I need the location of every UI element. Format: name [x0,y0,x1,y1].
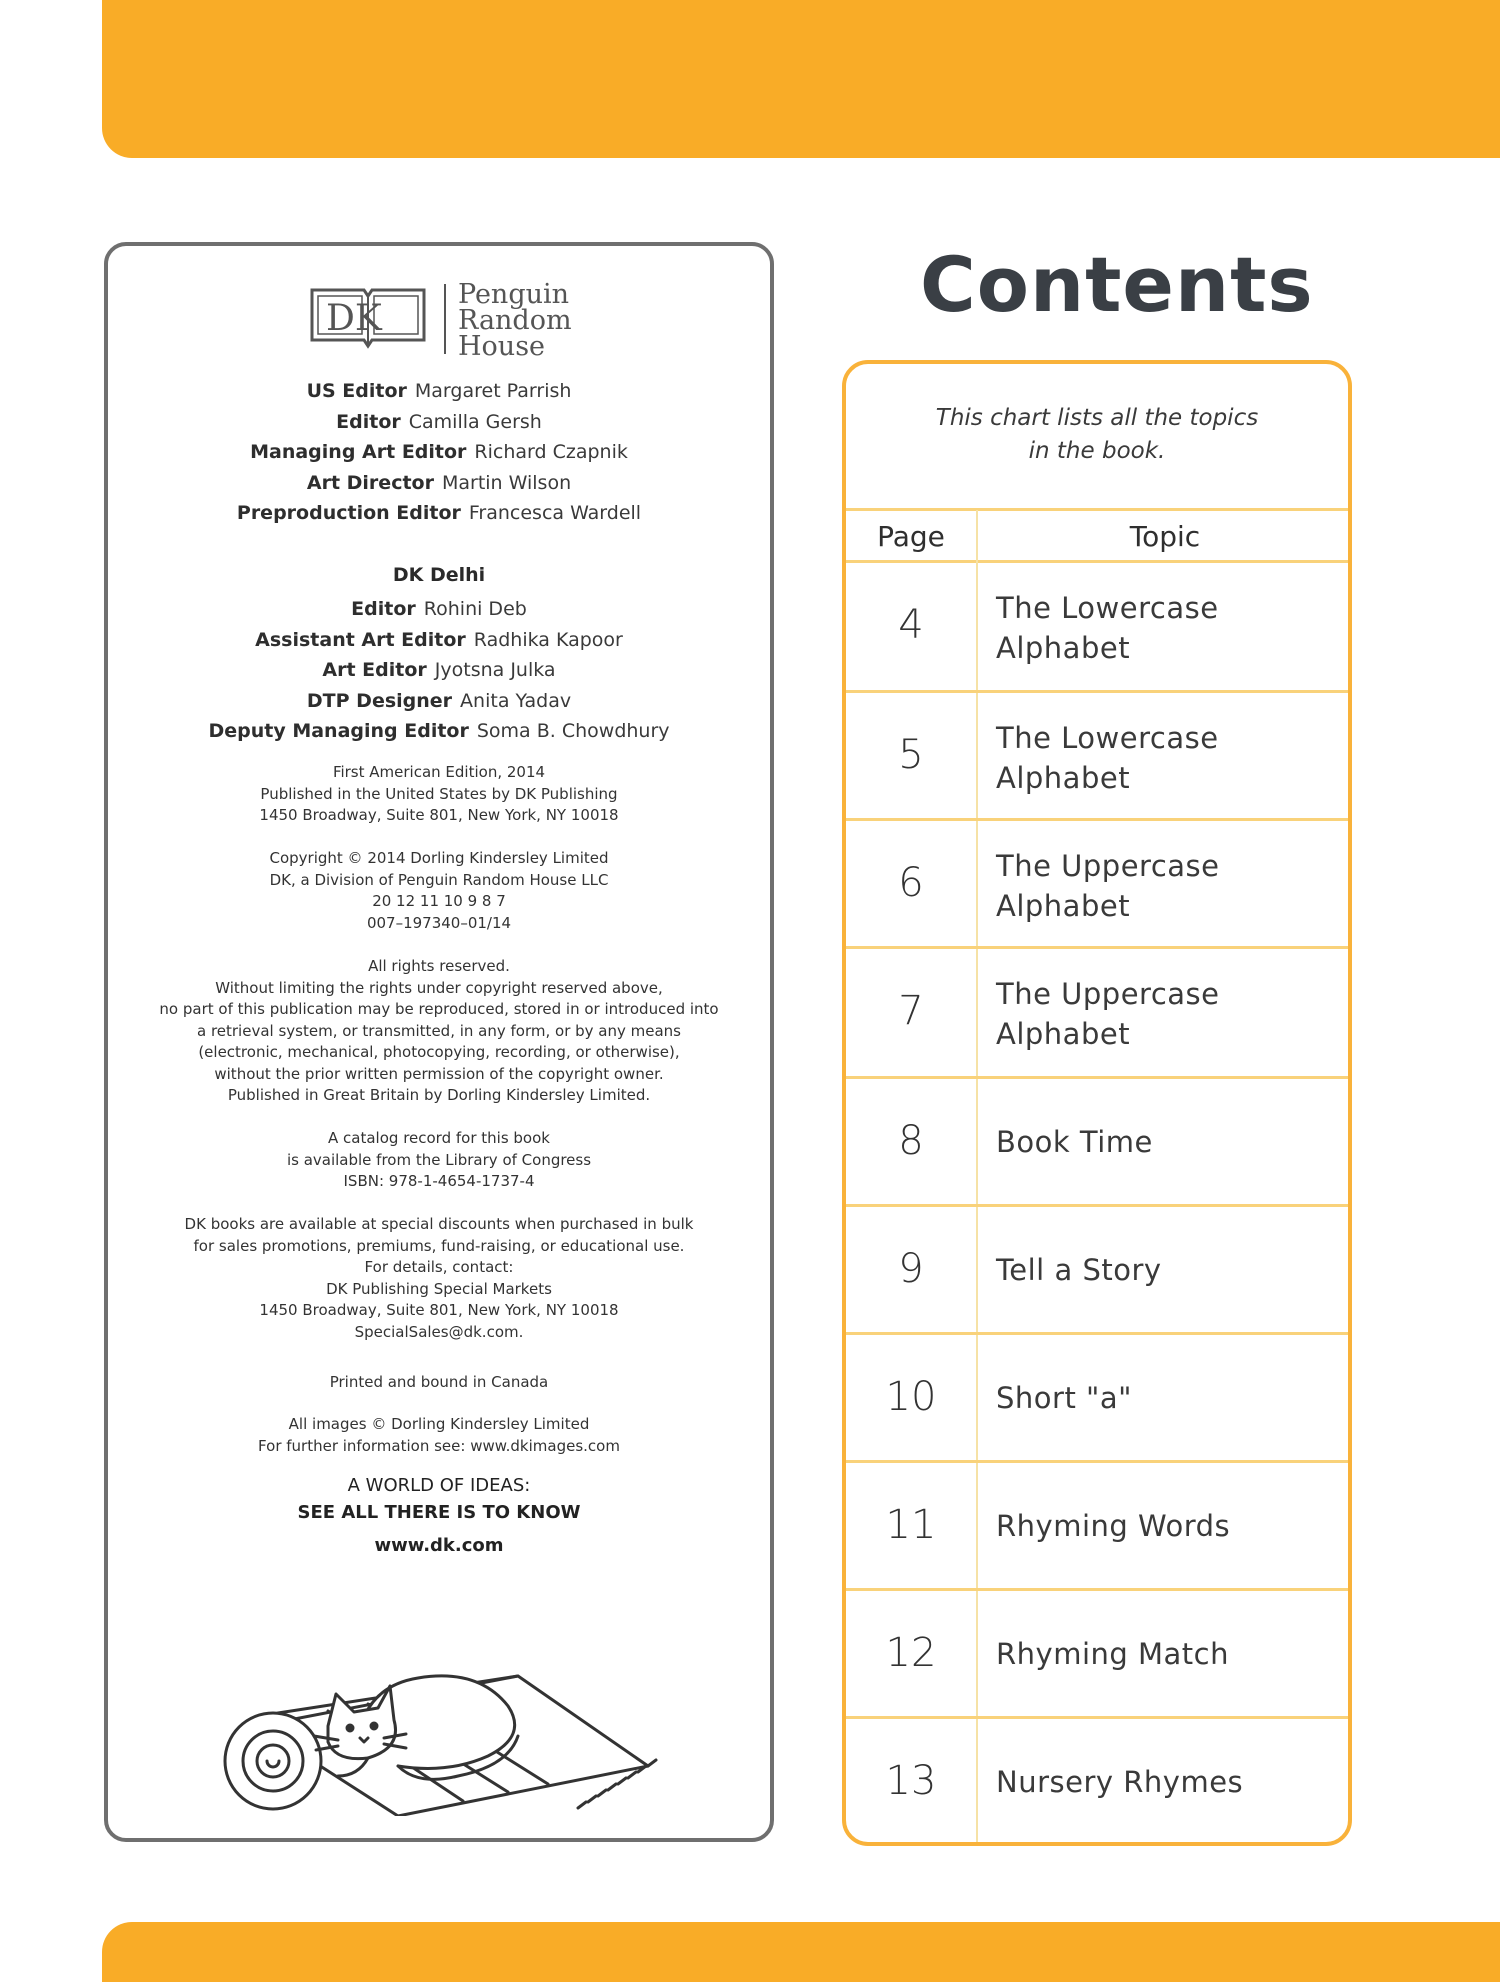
rights-block [108,956,770,1107]
sales-line: 1450 Broadway, Suite 801, New York, NY 10018 [259,1301,619,1319]
topic-line: Alphabet [996,631,1131,665]
sales-block [108,1214,770,1343]
row-topic [996,1250,1336,1290]
logo-divider [444,284,446,354]
rights-line: All rights reserved. [368,957,510,975]
row-page: 10 [885,1374,937,1420]
top-orange-band [102,0,1500,158]
table-row[interactable] [846,1080,1348,1208]
topic-line: Alphabet [996,889,1131,923]
credit-line: Preproduction Editor Francesca Wardell [236,502,642,525]
credit-line: Deputy Managing Editor Soma B. Chowdhury [208,720,670,743]
row-topic [996,974,1336,1054]
row-page: 13 [885,1758,937,1804]
topic-line: Rhyming Words [996,1509,1231,1543]
credit-line: Art Editor Jyotsna Julka [322,659,556,682]
copyright-line: 007–197340–01/14 [366,913,512,932]
row-divider [846,690,1348,693]
dk-book-icon [308,282,428,352]
topic-line: The Uppercase [996,849,1220,883]
us-credits [108,376,770,529]
copyright-line: Copyright © 2014 Dorling Kindersley Limited [269,849,609,867]
publisher-line: Random [458,305,572,336]
sales-line: DK Publishing Special Markets [326,1279,552,1298]
row-page: 8 [898,1118,924,1164]
copyright-line: DK, a Division of Penguin Random House LLC [269,870,609,889]
catalog-line: is available from the Library of Congress [286,1150,592,1169]
table-row[interactable] [846,1336,1348,1464]
topic-line: Rhyming Match [996,1637,1229,1671]
rights-line: a retrieval system, or transmitted, in any form, or by any means [196,1021,681,1040]
publisher-line: House [458,331,546,362]
row-page: 12 [885,1630,937,1676]
topic-line: Short "a" [996,1381,1132,1415]
topic-line: Book Time [996,1125,1153,1159]
table-row[interactable] [846,950,1348,1078]
table-row[interactable] [846,822,1348,950]
row-divider [846,1204,1348,1207]
contents-table [842,360,1352,1846]
row-divider [846,818,1348,821]
rights-line: Published in Great Britain by Dorling Kindersley Limited. [227,1086,651,1104]
topic-line: Alphabet [996,761,1131,795]
topic-line: Alphabet [996,1017,1131,1051]
rights-line: no part of this publication may be reproduced, stored in or introduced into [159,1000,719,1018]
row-divider [846,1076,1348,1079]
edition-line: First American Edition, 2014 [332,763,546,781]
printed-line: Printed and bound in Canada [329,1373,549,1391]
catalog-block [108,1128,770,1193]
row-page: 7 [898,988,924,1034]
images-block [108,1414,770,1457]
rights-line: (electronic, mechanical, photocopying, recording, or otherwise), [198,1043,680,1061]
topic-line: The Lowercase [996,591,1219,625]
catalog-line: A catalog record for this book [328,1129,550,1147]
images-line: For further information see: www.dkimages.com [258,1436,620,1455]
table-header [846,510,1348,562]
publisher-logo [308,272,608,362]
edition-line: Published in the United States by DK Publishing [260,784,618,803]
header-topic: Topic [1129,520,1201,553]
logo-mark-text: DK [326,298,382,339]
publisher-name [458,279,572,362]
row-topic [996,1378,1336,1418]
printed-block [108,1372,770,1394]
tagline-line-2: SEE ALL THERE IS TO KNOW [297,1502,581,1523]
row-divider [846,1332,1348,1335]
images-line: All images © Dorling Kindersley Limited [288,1415,590,1433]
copyright-block [108,848,770,934]
row-page: 5 [898,732,924,778]
row-topic [996,1762,1336,1802]
sales-line: DK books are available at special discounts when purchased in bulk [184,1215,694,1233]
table-row[interactable] [846,694,1348,822]
row-divider [846,1716,1348,1719]
tagline-block [108,1472,770,1559]
sales-line: for sales promotions, premiums, fund-raising, or educational use. [193,1236,685,1255]
table-row[interactable] [846,1720,1348,1846]
credit-line: Managing Art Editor Richard Czapnik [250,441,628,464]
catalog-line: ISBN: 978-1-4654-1737-4 [343,1172,535,1190]
row-topic [996,1506,1336,1546]
contents-intro [846,402,1348,468]
rights-line: without the prior written permission of the copyright owner. [214,1064,664,1083]
intro-line: in the book. [1028,438,1166,464]
topic-line: Nursery Rhymes [996,1765,1244,1799]
copyright-line: 20 12 11 10 9 8 7 [372,892,506,910]
table-row[interactable] [846,1464,1348,1592]
bottom-orange-band [102,1922,1500,1982]
credit-line: Editor Camilla Gersh [336,410,542,433]
contents-title: Contents [920,240,1314,329]
row-divider [846,1588,1348,1591]
table-row[interactable] [846,564,1348,692]
intro-line: This chart lists all the topics [935,405,1259,431]
sales-line: For details, contact: [364,1258,514,1276]
rights-line: Without limiting the rights under copyright reserved above, [215,978,663,997]
row-page: 11 [885,1502,937,1548]
row-page: 9 [898,1246,924,1292]
credit-line: Art Director Martin Wilson [306,471,572,494]
publisher-line: Penguin [458,279,570,310]
credit-line: Assistant Art Editor Radhika Kapoor [255,628,623,651]
edition-line: 1450 Broadway, Suite 801, New York, NY 10018 [259,806,619,824]
header-page: Page [877,520,945,553]
tagline-line-1: A WORLD OF IDEAS: [347,1475,531,1496]
website-link[interactable]: www.dk.com [374,1535,504,1556]
row-topic [996,718,1336,798]
row-topic [996,1122,1336,1162]
row-topic [996,1634,1336,1674]
topic-line: The Uppercase [996,977,1220,1011]
table-row[interactable] [846,1592,1348,1720]
row-divider [846,1460,1348,1463]
topic-line: The Lowercase [996,721,1219,755]
credit-line: US Editor Margaret Parrish [306,380,572,402]
credits-panel [104,242,774,1842]
row-page: 6 [898,860,924,906]
credit-line: Editor Rohini Deb [351,598,527,620]
row-topic [996,588,1336,668]
edition-block [108,762,770,827]
cat-on-rug-illustration [218,1616,658,1816]
row-topic [996,846,1336,926]
row-divider [846,946,1348,949]
topic-line: Tell a Story [996,1253,1162,1287]
header-bottom-divider [846,560,1348,563]
credit-line: DTP Designer Anita Yadav [306,689,572,712]
table-row[interactable] [846,1208,1348,1336]
row-page: 4 [898,602,924,648]
sales-line: SpecialSales@dk.com. [354,1322,524,1341]
delhi-credits [108,594,770,747]
dk-delhi-heading: DK Delhi [392,564,486,586]
